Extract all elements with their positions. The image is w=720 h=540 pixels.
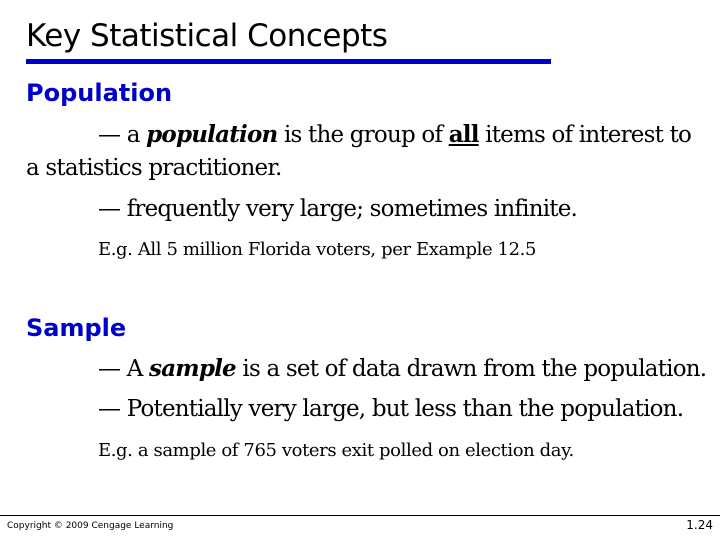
population-prefix: — a (98, 122, 147, 148)
title-underline-rule (26, 59, 551, 64)
sample-definition-line (98, 354, 706, 384)
population-term: population (146, 121, 278, 148)
sample-prefix: — A (98, 356, 150, 382)
population-example: E.g. All 5 million Florida voters, per Example 12.5 (98, 239, 537, 260)
sample-term: sample (149, 355, 236, 382)
population-heading: Population (26, 79, 173, 107)
sample-size-note: — Potentially very large, but less than the population. (98, 396, 684, 422)
sample-heading: Sample (26, 314, 127, 342)
population-definition-line-1 (98, 120, 691, 150)
population-definition-line-2: a statistics practitioner. (26, 155, 282, 181)
population-size-note: — frequently very large; sometimes infinite. (98, 196, 578, 222)
population-suffix: items of interest to (478, 122, 692, 148)
page-number: 1.24 (686, 518, 713, 532)
population-mid: is the group of (277, 122, 449, 148)
copyright-notice: Copyright © 2009 Cengage Learning (7, 521, 174, 531)
population-emphasis-all: all (448, 121, 479, 148)
footer-divider (0, 515, 720, 516)
slide-title: Key Statistical Concepts (26, 18, 388, 54)
sample-example: E.g. a sample of 765 voters exit polled on election day. (98, 440, 574, 461)
sample-suffix: is a set of data drawn from the population. (235, 356, 707, 382)
